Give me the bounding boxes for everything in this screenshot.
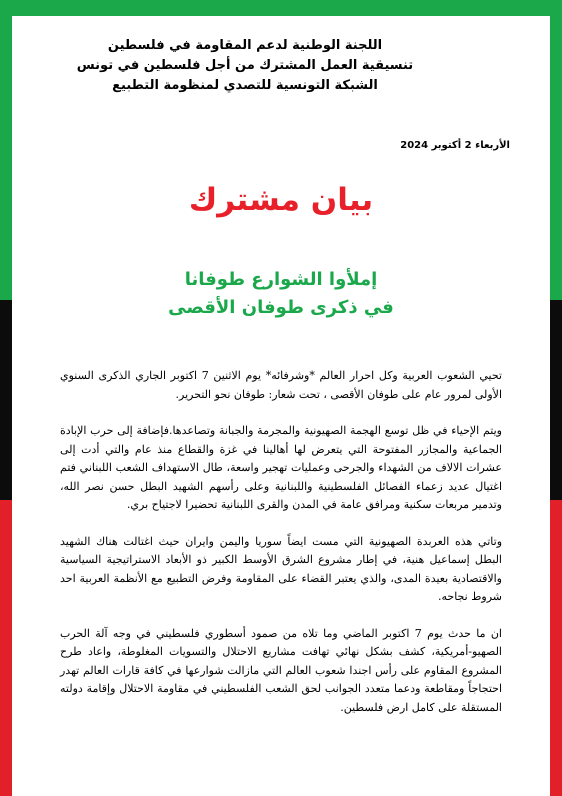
header-line-2: تنسيقية العمل المشترك من أجل فلسطين في تونس [76,58,414,73]
subtitle-line-2: في ذكرى طوفان الأقصى [168,297,394,318]
subtitle-line-1: إملأوا الشوارع طوفانا [184,269,378,290]
organizations-header [32,36,458,96]
statement-body [60,367,502,735]
body-paragraph-2: ويتم الإحياء في ظل توسع الهجمة الصهيونية والمجرمة والجبانة وتصاعدها.فإضافة إلى حرب الإبادة الجماعية والمجازر المفتوحة التي يتعرض لها أهالينا في غزة والقطاع منذ عام والتي أدت إلى عشرات الالاف من الشهداء والجرحى وعمليات تهجير واسعة، طال الاستهداف الشعب اللبناني فتم اغتيال عديد زعماء الفصائل الفلسطينية واللبنانية وعلى رأسهم الشهيد البطل حسن نصر الله، وتدمير مربعات سكنية ومرافق عامة في المدن والقرى اللبنانية تحضيرا لاجتياح بري. [60,424,502,511]
body-paragraph-3: وتاتي هذه العربدة الصهيونية التي مست ايضاً سوريا واليمن وايران حيث اغتالت هناك الشهيد البطل إسماعيل هنية، في إطار مشروع الشرق الأوسط الكبير ذو الأبعاد الاستراتيجية السياسية والاقتصادية بعيدة المدى، والذي يعتبر القضاء على المقاومة وفرض التطبيع مع الأنظمة العربية احد شروط نجاحه. [60,534,502,603]
document-page [12,16,550,796]
header-line-3: الشبكة التونسية للتصدي لمنظومة التطبيع [112,78,378,93]
document-date: الأربعاء 2 أكتوبر 2024 [400,140,510,151]
document-title: بيان مشترك [188,182,374,218]
header-line-1: اللجنة الوطنية لدعم المقاومة في فلسطين [107,38,383,53]
body-paragraph-1: تحيي الشعوب العربية وكل احرار العالم *وشرفائه* يوم الاثنين 7 اكتوبر الجاري الذكرى السنوي الأولى لمرور عام على طوفان الأقصى ، تحت شعار: طوفان نحو التحرير. [60,369,502,401]
document-subtitle [12,266,550,322]
body-paragraph-4: ان ما حدث يوم 7 اكتوبر الماضي وما تلاه من صمود أسطوري فلسطيني في وجه آلة الحرب الصهيو-أمريكية، كشف بشكل نهائي تهافت مشاريع الاحتلال والتسويات المغلوطة، واعاد طرح المشروع المقاوم على رأس اجندا شعوب العالم التي مازالت شوارعها في كافة قارات العالم تهدر احتجاجاً ومقاطعة ودعما متعدد الجوانب لحق الشعب الفلسطيني في مقاومة الاحتلال وإقامة دولته المستقلة على كامل ارض فلسطين. [60,626,502,714]
